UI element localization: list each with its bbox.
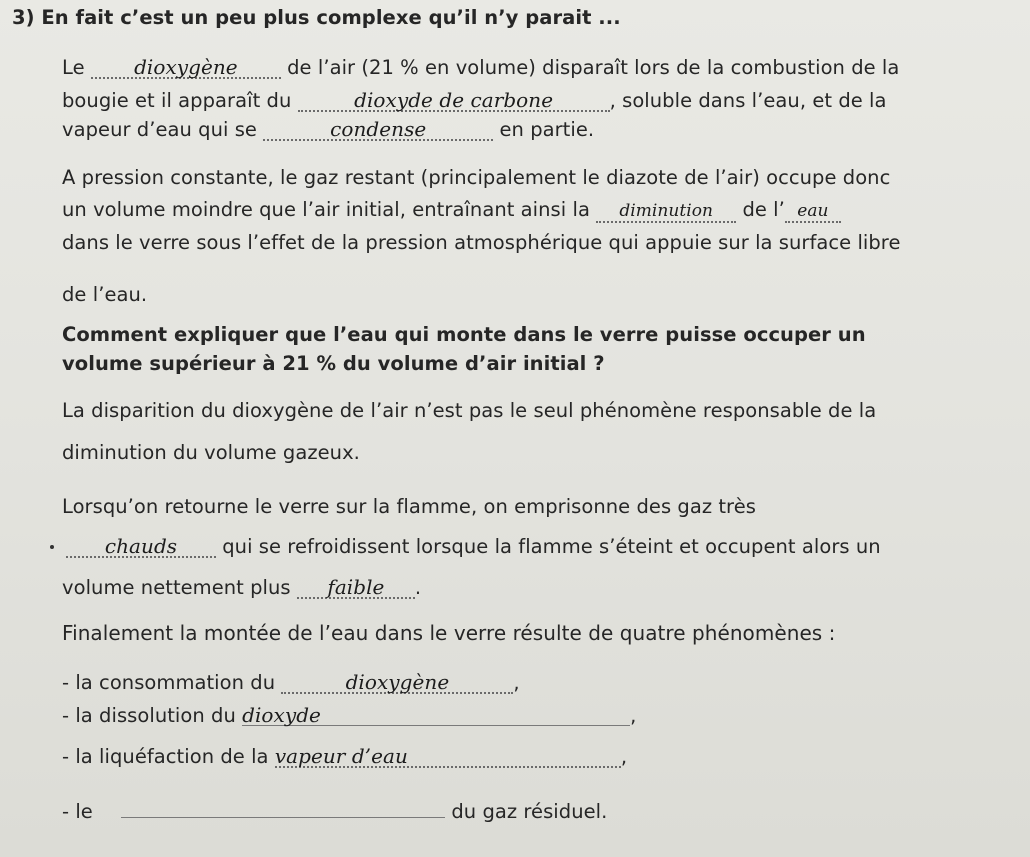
bold-question-line2: volume supérieur à 21 % du volume d’air initial ? bbox=[62, 352, 605, 375]
conclusion-intro: Finalement la montée de l’eau dans le verre résulte de quatre phénomènes : bbox=[62, 621, 836, 645]
text: un volume moindre que l’air initial, entraînant ainsi la bbox=[62, 198, 590, 221]
answer-blank-dioxygene[interactable]: dioxygène bbox=[91, 57, 281, 79]
text: soluble dans l’eau, et de la bbox=[622, 89, 887, 112]
answer-blank-dioxygene-2[interactable]: dioxygène bbox=[281, 672, 513, 694]
answer-blank-empty[interactable] bbox=[121, 817, 445, 818]
text: bougie et il apparaît du bbox=[62, 89, 292, 112]
para1-line1 bbox=[62, 56, 899, 80]
answer-blank-chauds[interactable]: chauds bbox=[66, 536, 216, 558]
text: qui se refroidissent lorsque la flamme s’éteint et occupent alors un bbox=[222, 535, 881, 558]
answer-blank-vapeur-deau[interactable]: vapeur d’eau bbox=[275, 746, 621, 768]
text: de l’air (21 % en volume) disparaît lors de la combustion de la bbox=[287, 56, 900, 79]
separator: , bbox=[620, 745, 628, 768]
list-item-3 bbox=[62, 745, 627, 769]
para4-line1: Lorsqu’on retourne le verre sur la flamme, on emprisonne des gaz très bbox=[62, 495, 756, 518]
text: - la liquéfaction de la bbox=[62, 745, 269, 768]
list-item-4 bbox=[62, 800, 607, 824]
text: . bbox=[414, 576, 422, 599]
list-item-1 bbox=[62, 671, 520, 695]
text: de l’ bbox=[742, 198, 785, 221]
text: en partie. bbox=[499, 118, 595, 141]
para2-line3: dans le verre sous l’effet de la pression atmosphérique qui appuie sur la surface libre bbox=[62, 231, 901, 254]
answer-blank-eau[interactable]: eau bbox=[785, 201, 841, 223]
answer-blank-faible[interactable]: faible bbox=[297, 577, 415, 599]
answer-blank-dioxyde-de-carbone[interactable]: dioxyde de carbone bbox=[298, 90, 610, 112]
para3-line2: diminution du volume gazeux. bbox=[62, 441, 360, 464]
text: - le bbox=[62, 800, 93, 823]
para3-line1: La disparition du dioxygène de l’air n’est pas le seul phénomène responsable de la bbox=[62, 399, 877, 422]
text: volume nettement plus bbox=[62, 576, 291, 599]
separator: , bbox=[513, 671, 520, 694]
list-item-2 bbox=[62, 704, 636, 728]
para2-line4: de l’eau. bbox=[62, 283, 148, 306]
text: vapeur d’eau qui se bbox=[62, 118, 257, 141]
separator: , bbox=[630, 704, 637, 727]
bold-question-line1: Comment expliquer que l’eau qui monte dans le verre puisse occuper un bbox=[62, 323, 866, 346]
para2-line2 bbox=[62, 198, 841, 223]
para2-line1: A pression constante, le gaz restant (principalement le diazote de l’air) occupe donc bbox=[62, 166, 891, 189]
para1-line2: bougie et il apparaît du dioxyde de carbone , soluble dans l’eau, et de la bbox=[62, 88, 887, 112]
text: - la dissolution du bbox=[62, 704, 236, 727]
text: du gaz résiduel. bbox=[451, 800, 608, 823]
para4-line3 bbox=[62, 576, 421, 600]
para4-line2 bbox=[66, 535, 881, 559]
answer-blank-dioxyde[interactable]: dioxyde bbox=[242, 705, 630, 726]
answer-blank-diminution[interactable]: diminution bbox=[596, 201, 736, 223]
text: Le bbox=[62, 56, 85, 79]
para1-line3 bbox=[62, 118, 594, 142]
ink-dot bbox=[50, 545, 54, 549]
question-title: 3) En fait c’est un peu plus complexe qu’il n’y parait ... bbox=[12, 6, 621, 29]
answer-blank-condense[interactable]: condense bbox=[263, 119, 493, 141]
text: - la consommation du bbox=[62, 671, 276, 694]
